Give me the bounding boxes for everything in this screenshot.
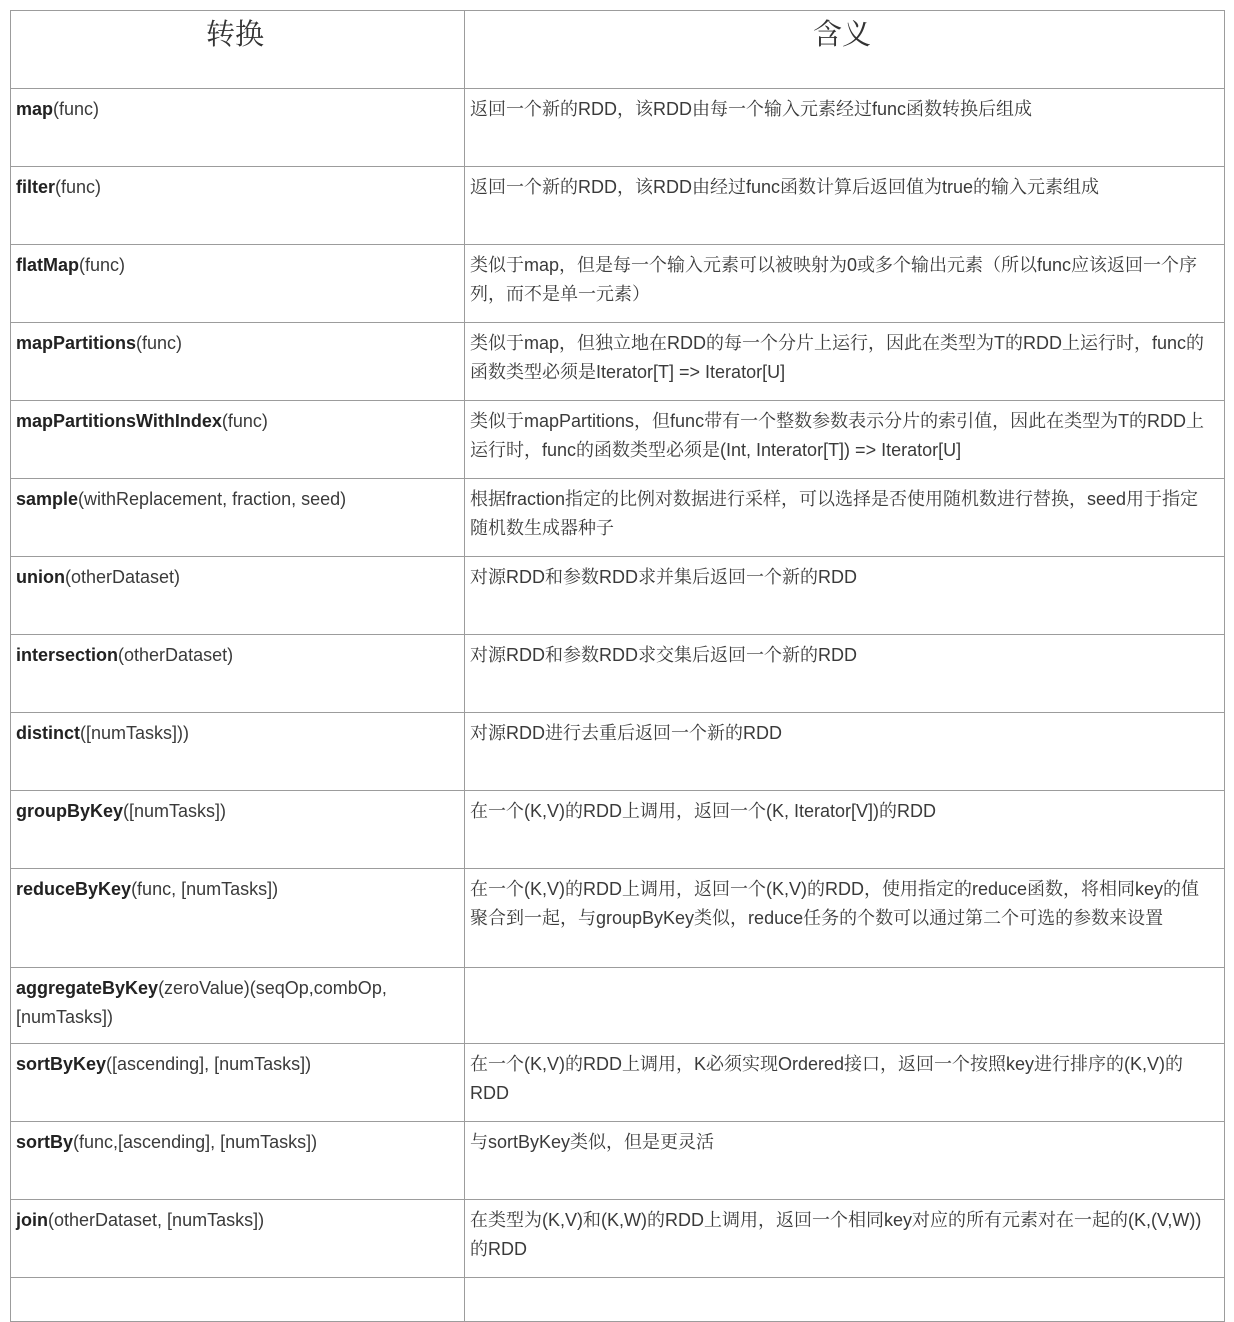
table-row-sortbykey — [11, 1044, 1225, 1122]
function-args: (zeroValue)(seqOp,combOp, [numTasks]) — [16, 978, 387, 1027]
meaning-cell: 在一个(K,V)的RDD上调用，返回一个(K, Iterator[V])的RDD — [465, 791, 1225, 869]
meaning-cell: 与sortByKey类似，但是更灵活 — [465, 1122, 1225, 1200]
transformation-cell — [11, 479, 465, 557]
table-row-sample — [11, 479, 1225, 557]
meaning-cell: 返回一个新的RDD，该RDD由每一个输入元素经过func函数转换后组成 — [465, 89, 1225, 167]
meaning-cell — [465, 968, 1225, 1044]
transformations-table-wrapper — [10, 10, 1224, 1322]
meaning-cell: 对源RDD进行去重后返回一个新的RDD — [465, 713, 1225, 791]
function-args: (func) — [221, 411, 268, 431]
meaning-cell: 在类型为(K,V)和(K,W)的RDD上调用，返回一个相同key对应的所有元素对在一起的(K,(V,W))的RDD — [465, 1200, 1225, 1278]
function-args: (otherDataset) — [118, 645, 234, 665]
transformation-cell — [11, 1278, 465, 1322]
table-header — [11, 11, 1225, 89]
table-row-map — [11, 89, 1225, 167]
meaning-cell: 在一个(K,V)的RDD上调用，返回一个(K,V)的RDD，使用指定的reduce函数，将相同key的值聚合到一起，与groupByKey类似，reduce任务的个数可以通过第二个可选的参数来设置 — [465, 869, 1225, 968]
rdd-transformations-table — [10, 10, 1225, 1322]
meaning-cell: 根据fraction指定的比例对数据进行采样，可以选择是否使用随机数进行替换，seed用于指定随机数生成器种子 — [465, 479, 1225, 557]
table-row-filter — [11, 167, 1225, 245]
transformation-cell — [11, 968, 465, 1044]
function-name: mapPartitionsWithIndex — [16, 411, 222, 431]
meaning-cell: 类似于mapPartitions，但func带有一个整数参数表示分片的索引值，因此在类型为T的RDD上运行时，func的函数类型必须是(Int, Interator[T]) => Iterator[U] — [465, 401, 1225, 479]
function-name: aggregateByKey — [16, 978, 159, 998]
meaning-cell — [465, 1278, 1225, 1322]
transformation-cell — [11, 869, 465, 968]
transformation-cell — [11, 557, 465, 635]
table-row-aggregatebykey — [11, 968, 1225, 1044]
function-name: join — [16, 1210, 48, 1230]
function-name: reduceByKey — [16, 879, 132, 899]
header-meaning: 含义 — [465, 11, 1225, 89]
function-args: (func) — [55, 177, 102, 197]
function-args: (func) — [136, 333, 183, 353]
function-name: mapPartitions — [16, 333, 137, 353]
function-name: distinct — [16, 723, 81, 743]
function-name: sample — [16, 489, 79, 509]
function-args: ([ascending], [numTasks]) — [106, 1054, 312, 1074]
transformation-cell — [11, 89, 465, 167]
table-row-mappartitions — [11, 323, 1225, 401]
function-name: sortBy — [16, 1132, 74, 1152]
table-row-sortby — [11, 1122, 1225, 1200]
function-args: (func, [numTasks]) — [131, 879, 279, 899]
transformation-cell — [11, 713, 465, 791]
header-transformation: 转换 — [11, 11, 465, 89]
transformation-cell — [11, 167, 465, 245]
transformation-cell — [11, 401, 465, 479]
function-name: sortByKey — [16, 1054, 107, 1074]
table-row-join — [11, 1200, 1225, 1278]
table-row-partial — [11, 1278, 1225, 1322]
function-args: (otherDataset) — [64, 567, 181, 587]
function-args: ([numTasks]) — [123, 801, 227, 821]
function-args: ([numTasks])) — [80, 723, 190, 743]
meaning-cell: 返回一个新的RDD，该RDD由经过func函数计算后返回值为true的输入元素组成 — [465, 167, 1225, 245]
function-name: map — [16, 99, 54, 119]
transformation-cell — [11, 791, 465, 869]
meaning-cell: 在一个(K,V)的RDD上调用，K必须实现Ordered接口，返回一个按照key进行排序的(K,V)的RDD — [465, 1044, 1225, 1122]
transformation-cell — [11, 1122, 465, 1200]
function-name: flatMap — [16, 255, 79, 275]
meaning-cell: 类似于map，但独立地在RDD的每一个分片上运行，因此在类型为T的RDD上运行时，func的函数类型必须是Iterator[T] => Iterator[U] — [465, 323, 1225, 401]
function-args: (func) — [79, 255, 126, 275]
function-args: (otherDataset, [numTasks]) — [48, 1210, 265, 1230]
function-args: (func) — [53, 99, 100, 119]
table-row-flatmap — [11, 245, 1225, 323]
function-name: intersection — [16, 645, 119, 665]
table-row-mappartitionswithindex — [11, 401, 1225, 479]
transformation-cell — [11, 1200, 465, 1278]
function-name: filter — [16, 177, 56, 197]
meaning-cell: 对源RDD和参数RDD求并集后返回一个新的RDD — [465, 557, 1225, 635]
function-name: groupByKey — [16, 801, 124, 821]
table-row-intersection — [11, 635, 1225, 713]
function-args: (withReplacement, fraction, seed) — [78, 489, 347, 509]
table-row-union — [11, 557, 1225, 635]
transformation-cell — [11, 245, 465, 323]
table-row-reducebykey — [11, 869, 1225, 968]
meaning-cell: 对源RDD和参数RDD求交集后返回一个新的RDD — [465, 635, 1225, 713]
table-row-groupbykey — [11, 791, 1225, 869]
function-args: (func,[ascending], [numTasks]) — [73, 1132, 318, 1152]
meaning-cell: 类似于map，但是每一个输入元素可以被映射为0或多个输出元素（所以func应该返回一个序列，而不是单一元素） — [465, 245, 1225, 323]
transformation-cell — [11, 323, 465, 401]
table-row-distinct — [11, 713, 1225, 791]
header-row — [11, 11, 1225, 89]
function-name: union — [16, 567, 65, 587]
transformation-cell — [11, 1044, 465, 1122]
table-body — [11, 89, 1225, 1322]
transformation-cell — [11, 635, 465, 713]
